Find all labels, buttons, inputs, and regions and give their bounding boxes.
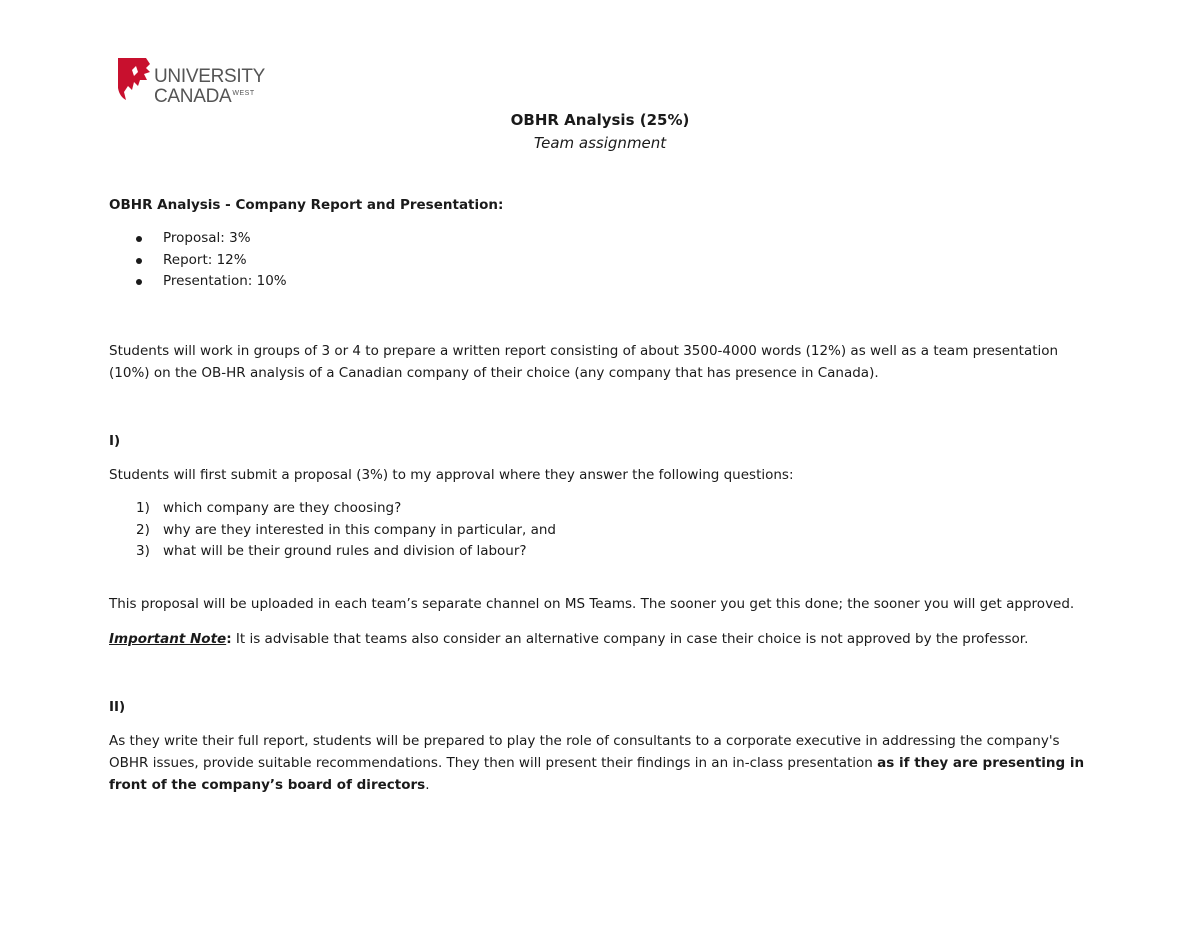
note-label: Important Note [109,631,227,647]
document-title: OBHR Analysis (25%) [510,111,690,129]
part-two-heading: II) [109,699,126,715]
bullet-icon [136,279,142,285]
part-two-line-2: OBHR issues, provide suitable recommendations. They then will present their findings in an in-class presentation as if they are presenting in [109,755,1085,771]
document-subtitle: Team assignment [533,134,667,152]
document-page: UNIVERSITY $CANADA^{WEST}$ OBHR Analysis (25%) Team assignment OBHR Analysis - Company Report and Presentation: Proposal: 3% Report: 12% Presentation: 10% Students will work in groups of 3 or 4 to prepare a written report consisting of about 3500-4000 words (12%) as well as a team presentation (10%) on the OB-HR analysis of a Canadian company of their choice (any company that has presence in Canada). I) Students will first submit a proposal (3%) to my approval where they answer the following questions: 1) which company are they choosing? 2) why are they interested in this company in particular, and 3) what will be their ground rules and division of labour? This proposal will be uploaded in each team’s separate channel on MS Teams. The sooner you get this done; the sooner you will get approved. Important Note: It is advisable that teams also consider an alternative company in case their choice is not approved by the professor. II) As they write their full report, students will be prepared to play the role of consultants to a corporate executive in addressing the company's OBHR issues, provide suitable recommendations. They then will present their findings in an in-class presentation as if they are presenting in front of the company’s board of directors. [0,0,1200,927]
intro-line-2: (10%) on the OB-HR analysis of a Canadian company of their choice (any company that has presence in Canada). [109,365,879,381]
intro-line-1: Students will work in groups of 3 or 4 to prepare a written report consisting of about 3500-4000 words (12%) as well as a team presentation [109,343,1059,359]
part-two-line-3: front of the company’s board of directors. [109,777,430,793]
bullet-icon [136,258,142,264]
part-one-heading: I) [109,433,121,449]
important-note: Important Note: It is advisable that teams also consider an alternative company in case their choice is not approved by the professor. [109,631,1029,647]
university-logo [116,56,266,107]
part-one-lead: Students will first submit a proposal (3%) to my approval where they answer the following questions: [109,467,794,483]
logo-line-canada: CANADA [154,86,232,107]
note-text: It is advisable that teams also consider an alternative company in case their choice is not approved by the professor. [231,631,1029,647]
upload-instruction: This proposal will be uploaded in each team’s separate channel on MS Teams. The sooner you get this done; the sooner you will get approved. [109,596,1075,612]
part-two-line-1: As they write their full report, students will be prepared to play the role of consultants to a corporate executive in addressing the company's [109,733,1060,749]
logo-line-university: UNIVERSITY [154,66,266,87]
maple-leaf-shield-icon [116,56,152,102]
logo-line-west: WEST [232,90,255,97]
bullet-icon [136,236,142,242]
section-heading: OBHR Analysis - Company Report and Presentation: [109,197,504,213]
